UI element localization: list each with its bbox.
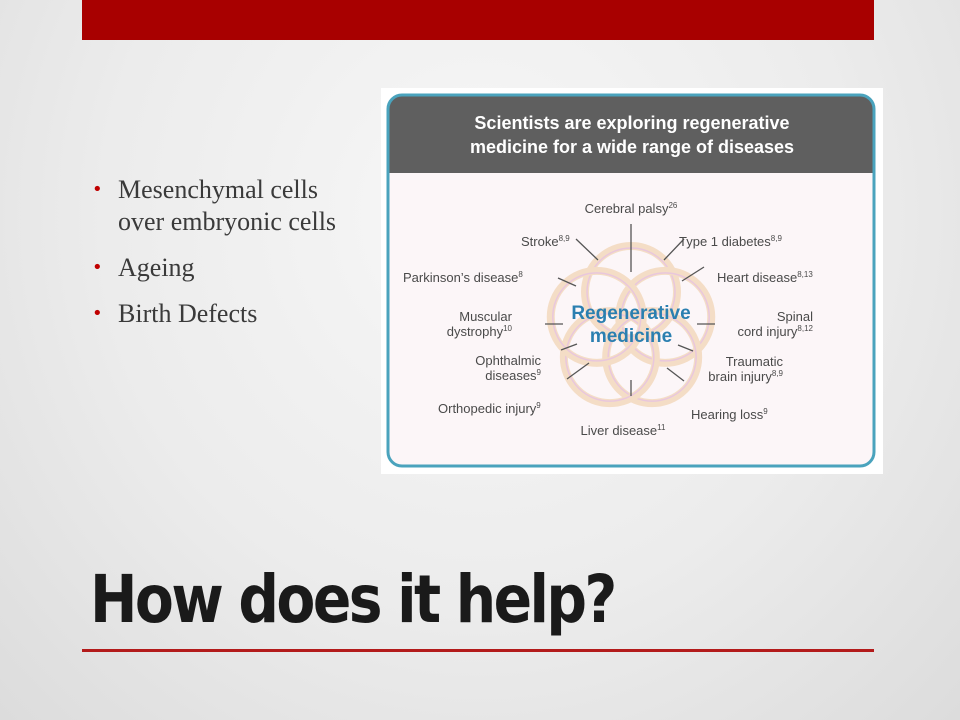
disease-label [475,353,541,368]
bullet-item [90,174,370,238]
disease-label [585,201,678,216]
bullet-item [90,252,370,284]
disease-label [447,324,513,339]
disease-label [691,407,768,422]
bullet-list [90,174,370,344]
disease-name: Cerebral palsy [584,201,669,216]
bullet-dot-icon: • [92,257,103,278]
disease-label [679,234,782,249]
disease-name: Muscular [459,309,512,324]
center-label-line1: Regenerative [571,303,691,324]
disease-name: Heart disease [717,270,798,285]
disease-reference: 8,9 [771,369,783,378]
regenerative-medicine-figure [381,88,883,474]
disease-reference: 8,13 [797,270,813,279]
diagram-header [388,95,874,173]
disease-name: Stroke [521,234,559,249]
disease-name: Ophthalmic [475,353,541,368]
disease-reference: 8,9 [558,234,570,243]
disease-reference: 9 [763,407,768,416]
disease-name: Type 1 diabetes [679,234,771,249]
disease-label [459,309,512,324]
bullet-text: Mesenchymal cells over embryonic cells [118,175,337,236]
disease-label [403,270,523,285]
bullet-dot-icon: • [92,303,103,324]
diagram-svg [381,88,883,474]
disease-name: Traumatic [725,354,783,369]
bullet-item [90,298,370,330]
disease-reference: 10 [503,324,512,333]
diagram-heading-line2: medicine for a wide range of diseases [469,137,795,157]
slide-title: How does it help? [90,561,615,638]
disease-name: Hearing loss [691,407,764,422]
disease-reference: 9 [536,368,541,377]
top-accent-bar [82,0,874,40]
disease-name: diseases [485,368,537,383]
disease-label [726,354,784,369]
bullet-text: Birth Defects [118,299,258,328]
disease-name: dystrophy [446,324,504,339]
disease-label [581,423,666,438]
disease-name: Liver disease [580,423,658,438]
disease-name: Parkinson’s disease [403,270,519,285]
disease-reference: 26 [668,201,678,210]
disease-name: Orthopedic injury [438,401,537,416]
disease-reference: 8,12 [797,324,813,333]
center-label-line2: medicine [589,326,673,347]
bullet-dot-icon: • [92,179,103,200]
disease-name: Spinal [776,309,813,324]
disease-reference: 8 [518,270,523,279]
disease-reference: 9 [536,401,541,410]
bottom-accent-rule [82,649,874,652]
disease-label [777,309,813,324]
disease-name: cord injury [737,324,798,339]
bullet-text: Ageing [118,253,195,282]
diagram-heading-line1: Scientists are exploring regenerative [474,113,790,133]
disease-label [438,401,541,416]
disease-label [485,368,541,383]
disease-reference: 8,9 [770,234,782,243]
disease-reference: 11 [657,423,666,432]
disease-name: brain injury [708,369,772,384]
